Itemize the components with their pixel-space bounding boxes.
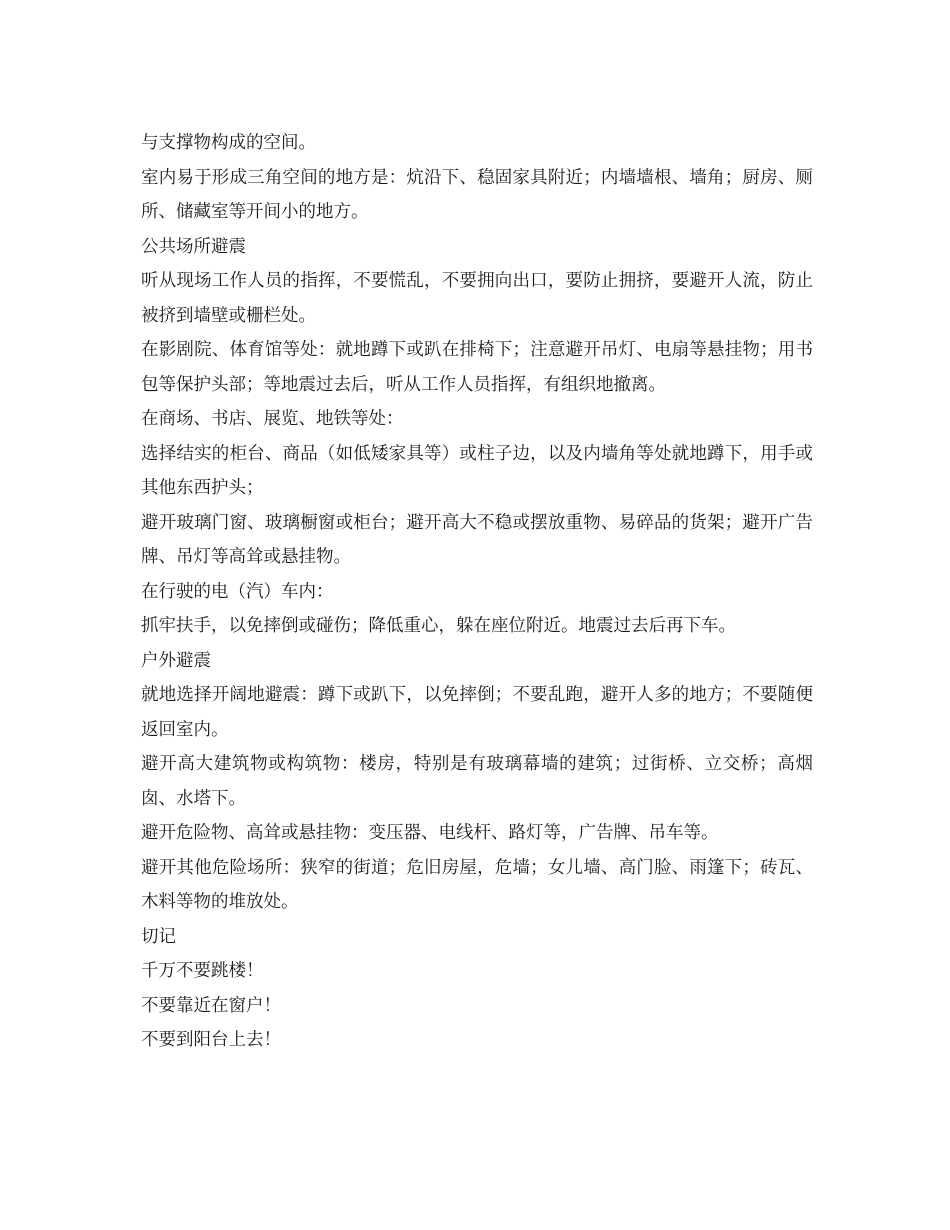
paragraph-mall-intro: 在商场、书店、展览、地铁等处：	[141, 409, 404, 429]
paragraph-theater-stadium: 在影剧院、体育馆等处：就地蹲下或趴在排椅下；注意避开吊灯、电扇等悬挂物；用书包等保护头部；等地震过去后，听从工作人员指挥，有组织地撤离。	[141, 340, 813, 395]
heading-outdoor: 户外避震	[141, 650, 211, 671]
warning-no-windows: 不要靠近在窗户！	[141, 995, 281, 1016]
paragraph-follow-staff: 听从现场工作人员的指挥，不要慌乱，不要拥向出口，要防止拥挤，要避开人流，防止被挤到墙壁或栅栏处。	[141, 271, 813, 326]
paragraph-indoor-triangle-space: 室内易于形成三角空间的地方是：炕沿下、稳固家具附近；内墙墙根、墙角；厨房、厕所、储藏室等开间小的地方。	[141, 167, 813, 222]
heading-public-places: 公共场所避震	[141, 236, 246, 257]
paragraph-avoid-hazards: 避开危险物、高耸或悬挂物：变压器、电线杆、路灯等，广告牌、吊车等。	[141, 823, 719, 843]
paragraph-avoid-dangerous-places: 避开其他危险场所：狭窄的街道；危旧房屋，危墙；女儿墙、高门脸、雨篷下；砖瓦、木料等物的堆放处。	[141, 857, 813, 912]
heading-remember: 切记	[141, 926, 176, 947]
paragraph-vehicle-intro: 在行驶的电（汽）车内：	[141, 581, 334, 602]
paragraph-avoid-buildings: 避开高大建筑物或构筑物：楼房，特别是有玻璃幕墙的建筑；过街桥、立交桥；高烟囱、水塔下。	[141, 754, 813, 809]
paragraph-vehicle-advice: 抓牢扶手，以免摔倒或碰伤；降低重心，躲在座位附近。地震过去后再下车。	[141, 616, 736, 636]
warning-no-balcony: 不要到阳台上去！	[141, 1030, 281, 1050]
paragraph-continuation: 与支撑物构成的空间。	[141, 133, 316, 153]
paragraph-mall-avoid: 避开玻璃门窗、玻璃橱窗或柜台；避开高大不稳或摆放重物、易碎品的货架；避开广告牌、吊灯等高耸或悬挂物。	[141, 512, 813, 567]
paragraph-mall-crouch: 选择结实的柜台、商品（如低矮家具等）或柱子边，以及内墙角等处就地蹲下，用手或其他东西护头；	[141, 443, 813, 498]
paragraph-open-ground: 就地选择开阔地避震：蹲下或趴下，以免摔倒；不要乱跑，避开人多的地方；不要随便返回室内。	[141, 685, 813, 740]
warning-no-jumping: 千万不要跳楼！	[141, 961, 264, 981]
document-body	[141, 126, 813, 1058]
